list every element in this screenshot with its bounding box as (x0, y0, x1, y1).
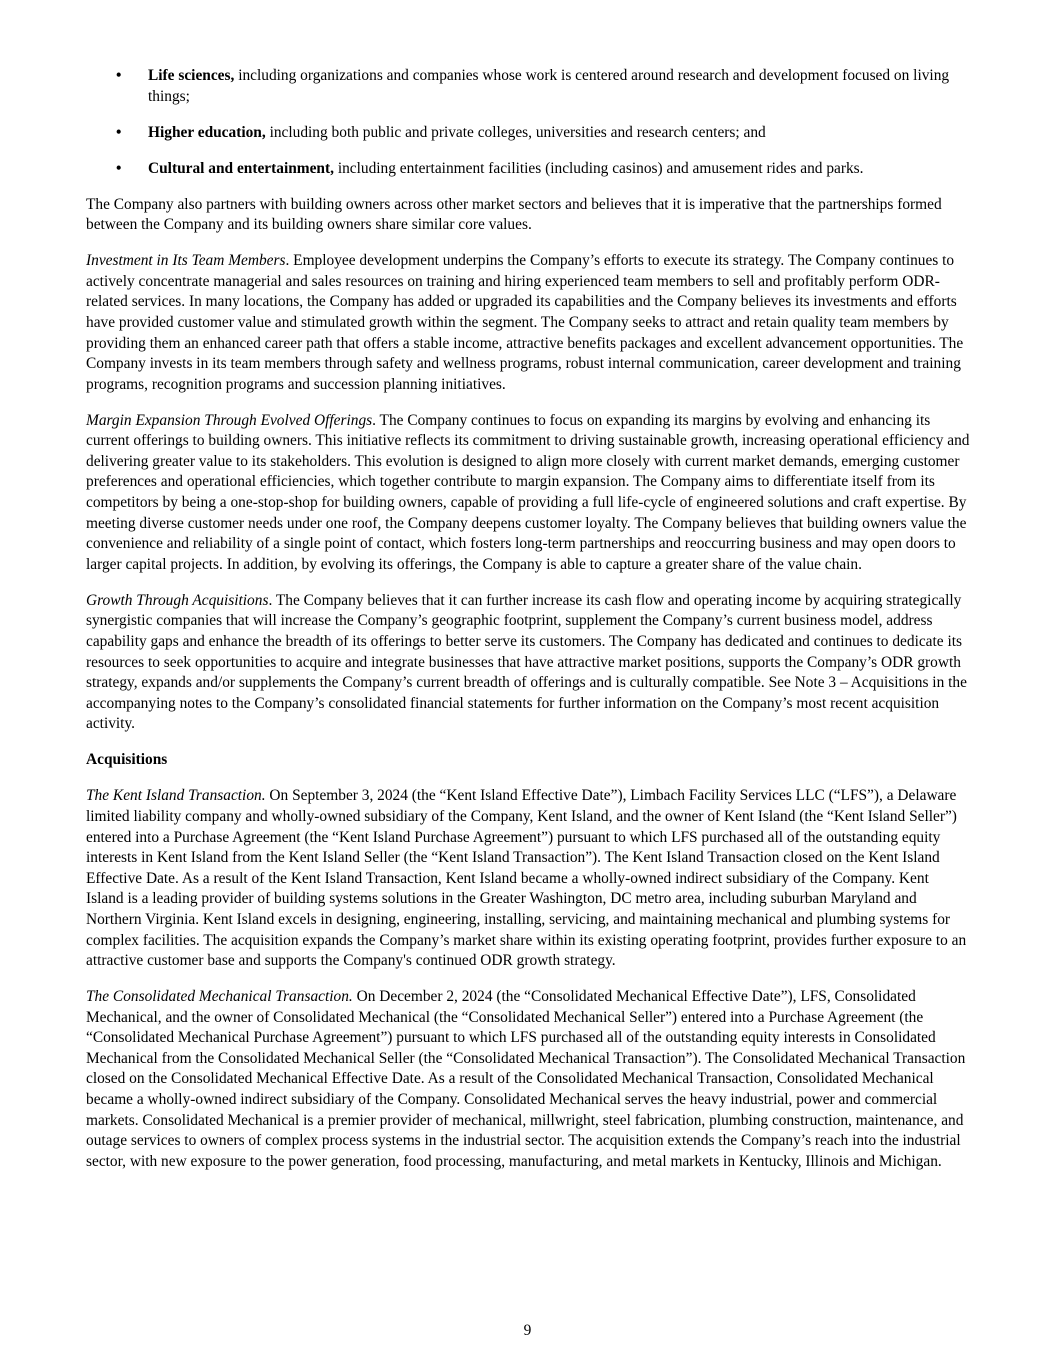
bullet-term: Life sciences, (148, 67, 235, 84)
list-item (86, 66, 970, 107)
page-number: 9 (523, 1322, 532, 1339)
kent-island-title: The Kent Island Transaction. (86, 787, 266, 805)
kent-island-paragraph (86, 786, 970, 971)
kent-island-body: On September 3, 2024 (the “Kent Island Effective Date”), Limbach Facility Services LLC (“LFS”), a Delaware limited liability company and wholly-owned subsidiary of the Company, Kent Island, and the owner of Kent Island (the “Kent Island Seller”) entered into a Purchase Agreement (the “Kent Island Purchase Agreement”) pursuant to which LFS purchased all of the outstanding equity interests in Kent Island from the Kent Island Seller (the “Kent Island Transaction”). The Kent Island Transaction closed on the Kent Island Effective Date. As a result of the Kent Island Transaction, Kent Island became a wholly-owned indirect subsidiary of the Company. Kent Island is a leading provider of building systems solutions in the Greater Washington, DC metro area, including suburban Maryland and Northern Virginia. Kent Island excels in designing, engineering, installing, servicing, and maintaining mechanical and plumbing systems for complex facilities. The acquisition expands the Company’s market share within its existing operating footprint, provides further exposure to an attractive customer base and supports the Company's continued ODR growth strategy. (86, 787, 967, 970)
acquisitions-heading: Acquisitions (86, 751, 168, 769)
document-page (86, 66, 970, 1188)
bullet-icon: • (116, 67, 122, 84)
bullet-text: including organizations and companies whose work is centered around research and development focused on living things; (148, 67, 950, 105)
list-item (86, 159, 970, 180)
bullet-text: including entertainment facilities (including casinos) and amusement rides and parks. (333, 159, 864, 177)
consolidated-mechanical-body: On December 2, 2024 (the “Consolidated Mechanical Effective Date”), LFS, Consolidated Mechanical, and the owner of Consolidated Mechanical (the “Consolidated Mechanical Seller”) entered into a Purchase Agreement (the “Consolidated Mechanical Purchase Agreement”) pursuant to which LFS purchased all of the outstanding equity interests in Consolidated Mechanical from the Consolidated Mechanical Seller (the “Consolidated Mechanical Transaction”). The Consolidated Mechanical Transaction closed on the Consolidated Mechanical Effective Date. As a result of the Consolidated Mechanical Transaction, Consolidated Mechanical became a wholly-owned indirect subsidiary of the Company. Consolidated Mechanical serves the heavy industrial, power and commercial markets. Consolidated Mechanical is a premier provider of mechanical, millwright, steel fabrication, plumbing construction, maintenance, and outage services to owners of complex process systems in the industrial sector. The acquisition extends the Company’s reach into the industrial sector, with new exposure to the power generation, food processing, manufacturing, and metal markets in Kentucky, Illinois and Michigan. (86, 988, 966, 1170)
list-item (86, 123, 970, 144)
team-members-body: . Employee development underpins the Company’s efforts to execute its strategy. The Company continues to actively concentrate managerial and sales resources on training and hiring experienced team members to sell and profitably perform ODR-related services. In many locations, the Company has added or upgraded its capabilities and the Company believes its investments and efforts have provided customer value and stimulated growth within the segment. The Company seeks to attract and retain quality team members by providing them an enhanced career path that offers a stable income, attractive benefits packages and excellent advancement opportunities. The Company invests in its team members through safety and wellness programs, robust internal communication, career development and training programs, recognition programs and succession planning initiatives. (86, 252, 964, 393)
bullet-icon: • (116, 159, 122, 177)
consolidated-mechanical-title: The Consolidated Mechanical Transaction. (86, 988, 353, 1006)
market-sectors-list (86, 66, 970, 179)
partners-paragraph: The Company also partners with building owners across other market sectors and believes that it is imperative that the partnerships formed between the Company and its building owners share similar core values. (86, 195, 942, 234)
bullet-term: Higher education, (148, 123, 266, 141)
margin-expansion-body: . The Company continues to focus on expanding its margins by evolving and enhancing its current offerings to building owners. This initiative reflects its commitment to driving sustainable growth, increasing operational efficiency and delivering greater value to its stakeholders. This evolution is designed to align more closely with current market demands, emerging customer preferences and operational efficiencies, which together contribute to margin expansion. The Company aims to differentiate itself from its competitors by being a one-stop-shop for building owners, capable of providing a full life-cycle of engineered solutions and craft expertise. By meeting diverse customer needs under one roof, the Company deepens customer loyalty. The Company believes that building owners value the convenience and reliability of a single point of contact, which fosters long-term partnerships and reoccurring business and may open doors to larger capital projects. In addition, by evolving its offerings, the Company is able to capture a greater share of the value chain. (86, 411, 970, 573)
bullet-term: Cultural and entertainment, (148, 159, 334, 177)
bullet-text: including both public and private colleges, universities and research centers; and (265, 123, 766, 141)
margin-expansion-paragraph (86, 411, 970, 576)
bullet-icon: • (116, 123, 122, 141)
team-members-title: Investment in Its Team Members (86, 252, 286, 270)
consolidated-mechanical-paragraph (86, 987, 970, 1172)
growth-acquisitions-paragraph (86, 591, 970, 735)
growth-acquisitions-body: . The Company believes that it can further increase its cash flow and operating income by acquiring strategically synergistic companies that will increase the Company’s geographic footprint, supplement the Company’s current business model, address capability gaps and enhance the breadth of its offerings to better serve its customers. The Company has dedicated and continues to dedicate its resources to seek opportunities to acquire and integrate businesses that have attractive market positions, supports the Company’s ODR growth strategy, expands and/or supplements the Company’s current breadth of offerings and is culturally compatible. See Note 3 – Acquisitions in the accompanying notes to the Company’s consolidated financial statements for further information on the Company’s most recent acquisition activity. (86, 591, 967, 733)
team-members-paragraph (86, 251, 970, 395)
margin-expansion-title: Margin Expansion Through Evolved Offerings (86, 411, 373, 429)
growth-acquisitions-title: Growth Through Acquisitions (86, 591, 269, 609)
